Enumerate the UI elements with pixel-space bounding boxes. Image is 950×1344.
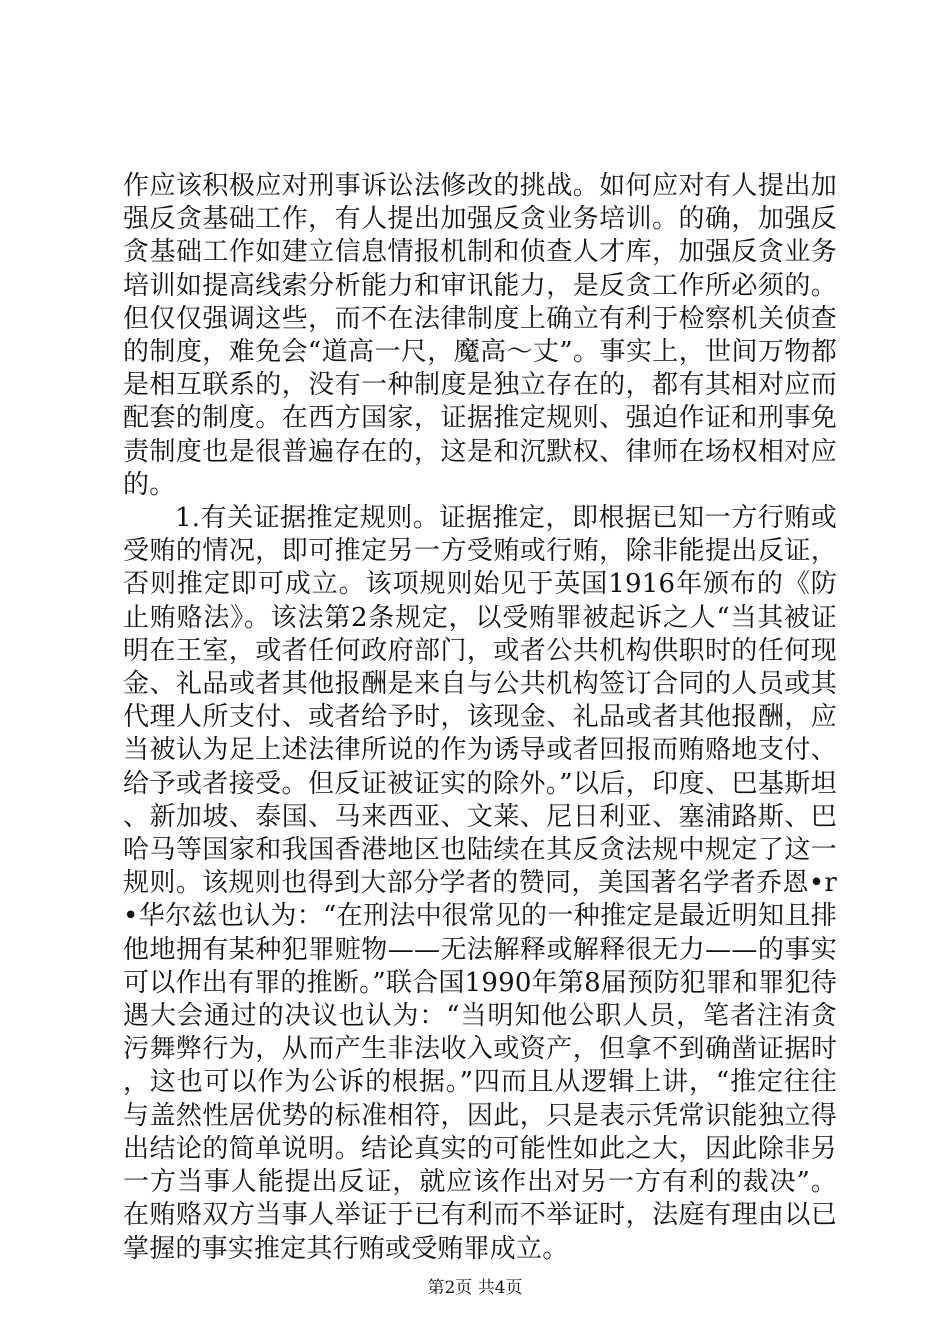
page-footer	[0, 1277, 950, 1299]
document-body	[123, 170, 837, 1266]
page-number-indicator: 第2页 共4页	[427, 1278, 523, 1298]
paragraph-1: 作应该积极应对刑事诉讼法修改的挑战。如何应对有人提出加强反贪基础工作，有人提出加强反贪业务培训。的确，加强反贪基础工作如建立信息情报机制和侦查人才库，加强反贪业务培训如提高线索分析能力和审讯能力，是反贪工作所必须的。但仅仅强调这些，而不在法律制度上确立有利于检察机关侦查的制度，难免会“道高一尺，魔高～丈”。事实上，世间万物都是相互联系的，没有一种制度是独立存在的，都有其相对应而配套的制度。在西方国家，证据推定规则、强迫作证和刑事免责制度也是很普遍存在的，这是和沉默权、律师在场权相对应的。	[123, 171, 837, 500]
paragraph-2: 1.有关证据推定规则。证据推定，即根据已知一方行贿或受贿的情况，即可推定另一方受贿或行贿，除非能提出反证，否则推定即可成立。该项规则始见于英国1916年颁布的《防止贿赂法》。该法第2条规定，以受贿罪被起诉之人“当其被证明在王室，或者任何政府部门，或者公共机构供职时的任何现金、礼品或者其他报酬是来自与公共机构签订合同的人员或其代理人所支付、或者给予时，该现金、礼品或者其他报酬，应当被认为足上述法律所说的作为诱导或者回报而贿赂地支付、给予或者接受。但反证被证实的除外。”以后，印度、巴基斯坦、新加坡、泰国、马来西亚、文莱、尼日利亚、塞浦路斯、巴哈马等国家和我国香港地区也陆续在其反贪法规中规定了这一规则。该规则也得到大部分学者的赞同，美国著名学者乔恩•r•华尔兹也认为：“在刑法中很常见的一种推定是最近明知且排他地拥有某种犯罪赃物——无法解释或解释很无力——的事实可以作出有罪的推断。”联合国1990年第8届预防犯罪和罪犯待遇大会通过的决议也认为：“当明知他公职人员，笔者注洧贪污舞弊行为，从而产生非法收入或资产，但拿不到确凿证据时，这也可以作为公诉的根据。”四而且从逻辑上讲，“推定往往与盖然性居优势的标准相符，因此，只是表示凭常识能独立得出结论的简单说明。结论真实的可能性如此之大，因此除非另一方当事人能提出反证，就应该作出对另一方有利的裁决”。在贿赂双方当事人举证于已有利而不举证时，法庭有理由以已掌握的事实推定其行贿或受贿罪成立。	[123, 503, 837, 1264]
